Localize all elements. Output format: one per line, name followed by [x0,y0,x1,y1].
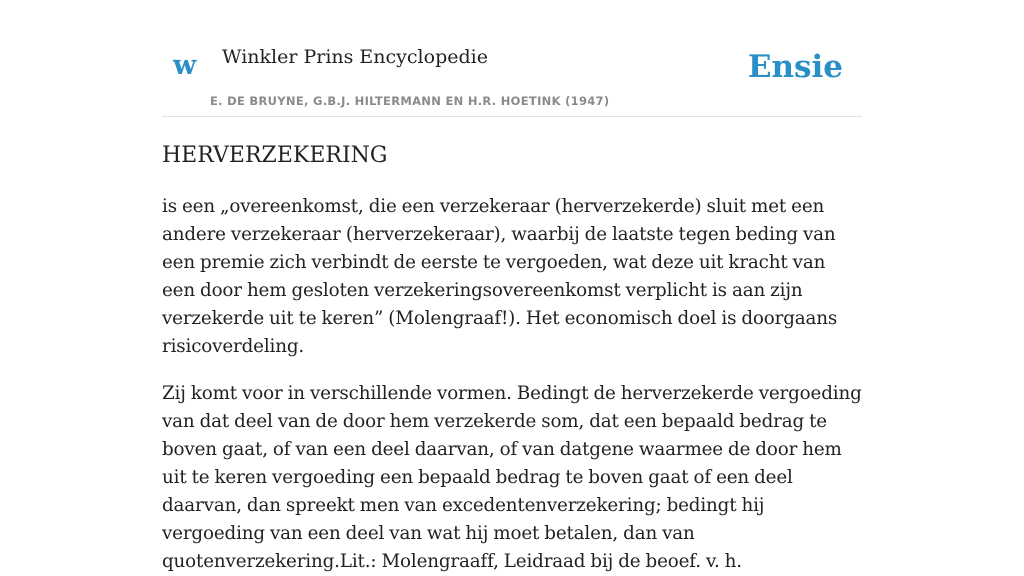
source-title-link[interactable]: Winkler Prins Encyclopedie [222,46,488,68]
article-content [162,116,862,576]
entry-title: HERVERZEKERING [162,143,388,168]
source-header [162,0,862,117]
entry-paragraph: Zij komt voor in verschillende vormen. Bedingt de herverzekerde vergoeding van dat deel van de door hem verzekerde som, dat een bepaald bedrag te boven gaat, of van een deel daarvan, of van datgene waarmee de door hem uit te keren vergoeding een bepaald bedrag te boven gaat of een deel daarvan, dan spreekt men van excedentenverzekering; bedingt hij vergoeding van een deel van wat hij moet betalen, dan van quotenverzekering.Lit.: Molengraaff, Leidraad bij de beoef. v. h. [162,383,862,572]
source-authors: E. DE BRUYNE, G.B.J. HILTERMANN EN H.R. HOETINK (1947) [210,94,610,108]
ensie-logo-link[interactable]: Ensie [747,49,843,85]
entry-paragraph: is een „overeenkomst, die een verzekeraar (herverzekerde) sluit met een andere verzekeraar (herverzekeraar), waarbij de laatste tegen beding van een premie zich verbindt de eerste te vergoeden, wat deze uit kracht van een door hem gesloten verzekeringsovereenkomst verplicht is aan zijn verzekerde uit te keren” (Molengraaf!). Het economisch doel is doorgaans risicoverdeling. [162,196,838,357]
source-logo-icon[interactable]: w [173,50,197,81]
